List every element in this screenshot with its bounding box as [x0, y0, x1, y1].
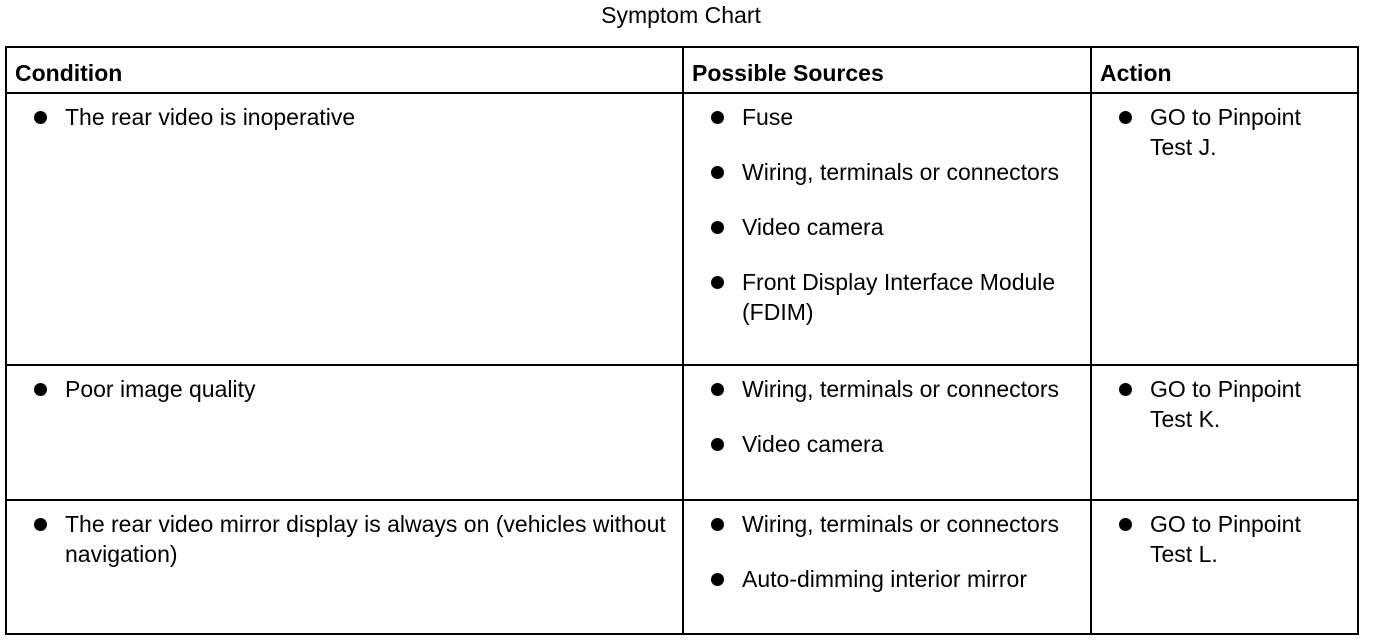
header-possible-sources: Possible Sources — [683, 47, 1091, 93]
source-item — [708, 564, 1080, 594]
table-row — [6, 500, 1358, 634]
bullet-icon — [711, 573, 724, 586]
bullet-icon — [1119, 111, 1132, 124]
source-text: Fuse — [742, 104, 794, 130]
table-row — [6, 365, 1358, 500]
sources-cell — [683, 365, 1091, 500]
condition-list — [31, 374, 672, 404]
header-condition: Condition — [6, 47, 683, 93]
condition-text: The rear video is inoperative — [65, 104, 356, 130]
bullet-icon — [711, 438, 724, 451]
action-list — [1116, 102, 1347, 162]
bullet-icon — [1119, 383, 1132, 396]
condition-cell — [6, 365, 683, 500]
table-row — [6, 93, 1358, 365]
bullet-icon — [34, 518, 47, 531]
action-item — [1116, 509, 1347, 569]
action-item — [1116, 102, 1347, 162]
source-item — [708, 509, 1080, 539]
sources-list — [708, 374, 1080, 459]
source-item — [708, 429, 1080, 459]
sources-list — [708, 102, 1080, 327]
bullet-icon — [711, 276, 724, 289]
action-item — [1116, 374, 1347, 434]
condition-text: Poor image quality — [65, 376, 256, 402]
source-text: Video camera — [742, 214, 884, 240]
condition-cell — [6, 93, 683, 365]
condition-item — [31, 509, 672, 569]
bullet-icon — [711, 383, 724, 396]
action-text: GO to Pinpoint Test J. — [1150, 104, 1301, 160]
source-item — [708, 267, 1080, 327]
condition-item — [31, 102, 672, 132]
source-text: Front Display Interface Module (FDIM) — [742, 269, 1056, 325]
condition-cell — [6, 500, 683, 634]
action-text: GO to Pinpoint Test L. — [1150, 511, 1301, 567]
sources-cell — [683, 500, 1091, 634]
condition-text: The rear video mirror display is always on (vehicles without navigation) — [65, 511, 666, 567]
sources-list — [708, 509, 1080, 594]
sources-cell — [683, 93, 1091, 365]
bullet-icon — [711, 518, 724, 531]
bullet-icon — [711, 166, 724, 179]
condition-list — [31, 102, 672, 132]
source-item — [708, 212, 1080, 242]
header-row — [6, 47, 1358, 93]
action-list — [1116, 509, 1347, 569]
bullet-icon — [711, 221, 724, 234]
action-list — [1116, 374, 1347, 434]
action-cell — [1091, 500, 1358, 634]
header-action: Action — [1091, 47, 1358, 93]
source-item — [708, 102, 1080, 132]
action-text: GO to Pinpoint Test K. — [1150, 376, 1301, 432]
condition-item — [31, 374, 672, 404]
source-text: Auto-dimming interior mirror — [742, 566, 1028, 592]
condition-list — [31, 509, 672, 569]
source-item — [708, 374, 1080, 404]
source-item — [708, 157, 1080, 187]
bullet-icon — [34, 111, 47, 124]
bullet-icon — [34, 383, 47, 396]
bullet-icon — [711, 111, 724, 124]
chart-title: Symptom Chart — [601, 2, 761, 28]
source-text: Video camera — [742, 431, 884, 457]
source-text: Wiring, terminals or connectors — [742, 376, 1059, 402]
symptom-table — [5, 46, 1359, 635]
source-text: Wiring, terminals or connectors — [742, 159, 1059, 185]
action-cell — [1091, 93, 1358, 365]
source-text: Wiring, terminals or connectors — [742, 511, 1059, 537]
bullet-icon — [1119, 518, 1132, 531]
action-cell — [1091, 365, 1358, 500]
